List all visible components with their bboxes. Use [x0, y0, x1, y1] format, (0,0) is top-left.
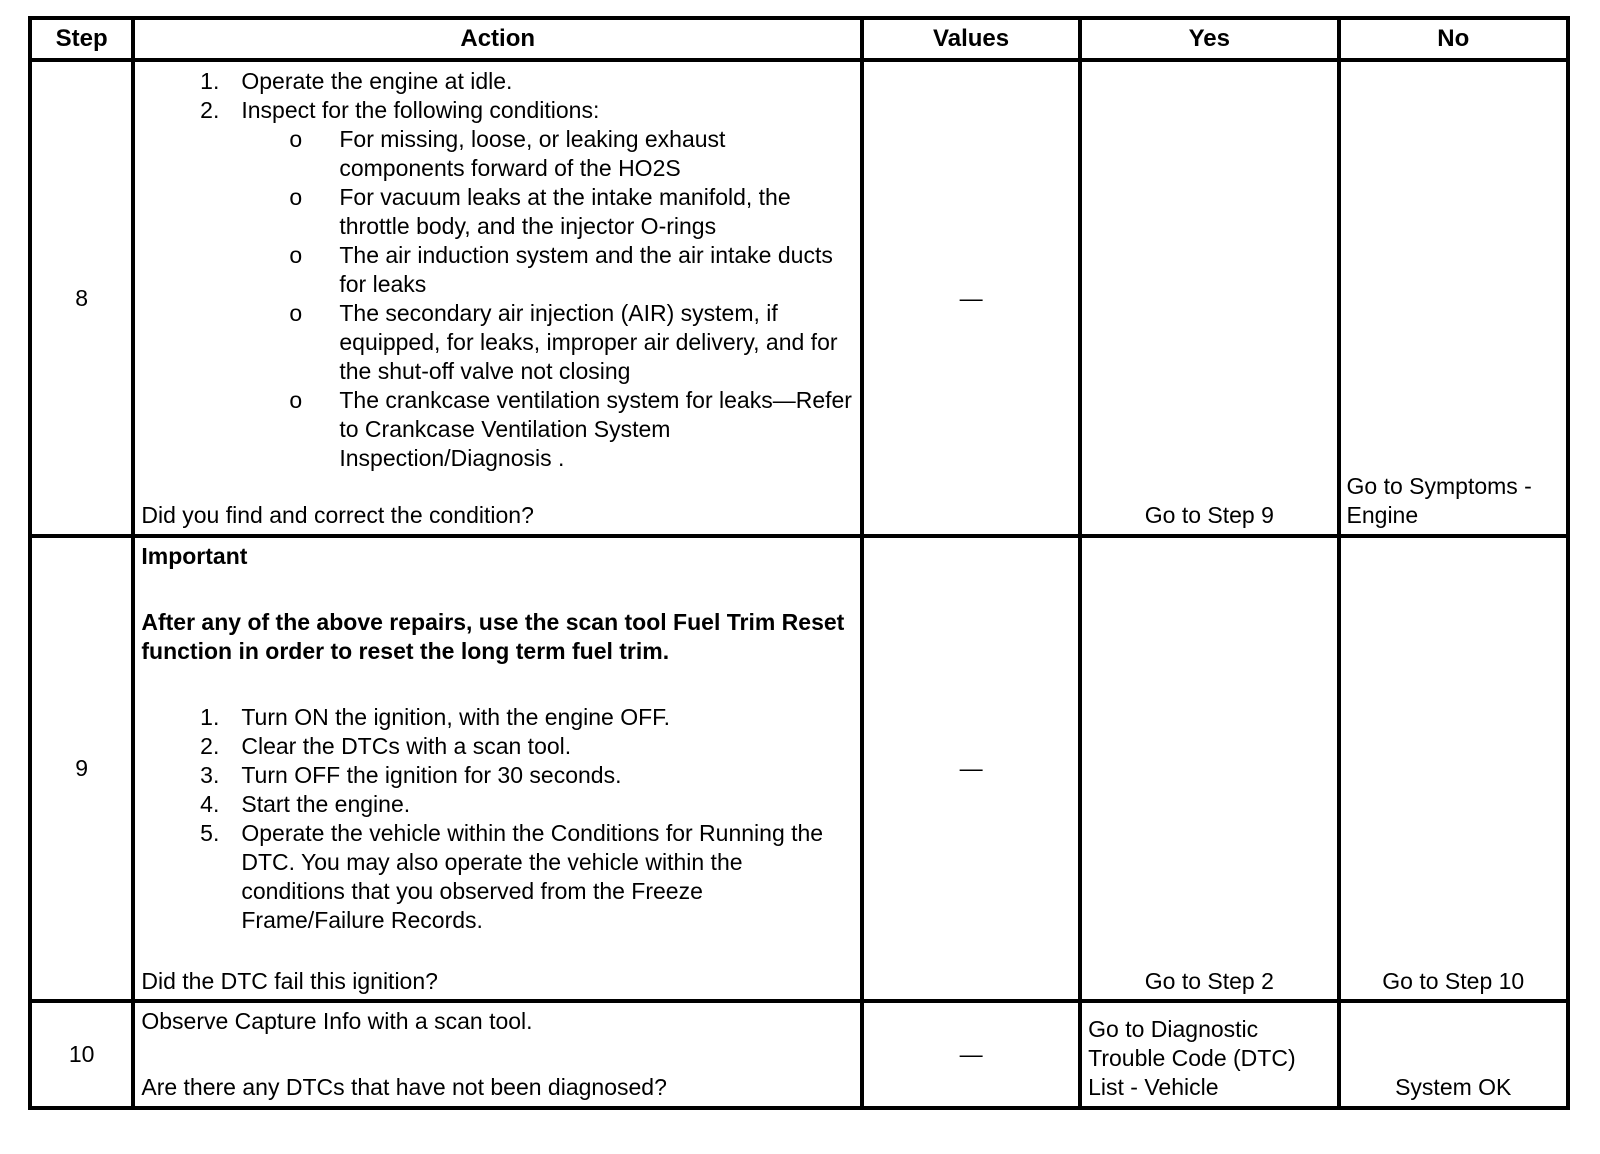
step-number: 8: [75, 285, 89, 311]
header-values: Values: [862, 18, 1080, 60]
value-dash: —: [959, 755, 983, 781]
table-row-step-9: [30, 536, 1568, 1001]
list-item: 1. Operate the engine at idle.: [200, 68, 513, 94]
value-dash: —: [959, 285, 983, 311]
list-item: o For missing, loose, or leaking exhaust components forward of the HO2S: [289, 126, 726, 181]
list-item: o The air induction system and the air intake ducts for leaks: [289, 242, 833, 297]
no-result: Go to Step 10: [1382, 968, 1525, 994]
table-row-step-10: [30, 1001, 1568, 1108]
action-cell: [133, 60, 862, 536]
diagnostic-table: [28, 16, 1570, 1110]
step-number: 10: [68, 1041, 95, 1067]
list-item: 4. Start the engine.: [200, 791, 411, 817]
values-cell: [862, 536, 1080, 1001]
yes-cell: [1080, 1001, 1338, 1108]
list-item: 1. Turn ON the ignition, with the engine OFF.: [200, 704, 671, 730]
header-yes: Yes: [1080, 18, 1338, 60]
action-text: Observe Capture Info with a scan tool.: [141, 1008, 533, 1034]
no-cell: [1339, 1001, 1568, 1108]
action-cell: [133, 1001, 862, 1108]
no-result: System OK: [1395, 1074, 1512, 1100]
table-row-step-8: [30, 60, 1568, 536]
action-cell: [133, 536, 862, 1001]
list-item: o For vacuum leaks at the intake manifold, the throttle body, and the injector O-rings: [289, 184, 791, 239]
values-cell: [862, 1001, 1080, 1108]
yes-cell: [1080, 536, 1338, 1001]
condition-list: [135, 125, 860, 473]
step-number: 9: [75, 755, 89, 781]
list-item: 2. Clear the DTCs with a scan tool.: [200, 733, 572, 759]
action-list: [135, 703, 860, 935]
action-question: Are there any DTCs that have not been diagnosed?: [141, 1074, 667, 1100]
list-item: 5. Operate the vehicle within the Conditions for Running the DTC. You may also operate the vehicle within the conditions that you observed from the Freeze Frame/Failure Records.: [200, 820, 824, 933]
yes-result: Go to Step 9: [1144, 502, 1274, 528]
action-question: Did the DTC fail this ignition?: [141, 968, 438, 994]
list-item: 2. Inspect for the following conditions:: [200, 97, 600, 123]
list-item: o The secondary air injection (AIR) system, if equipped, for leaks, improper air delivery, and for the shut-off valve not closing: [289, 300, 838, 384]
header-row: [30, 18, 1568, 60]
no-result: Go to Symptoms - Engine: [1346, 473, 1532, 528]
yes-result: Go to Step 2: [1144, 968, 1274, 994]
action-question: Did you find and correct the condition?: [141, 502, 534, 528]
values-cell: [862, 60, 1080, 536]
yes-result: Go to Diagnostic Trouble Code (DTC) List - Vehicle: [1088, 1016, 1296, 1100]
header-step: Step: [30, 18, 133, 60]
important-label: Important: [141, 543, 248, 569]
yes-cell: [1080, 60, 1338, 536]
important-note: After any of the above repairs, use the scan tool Fuel Trim Reset function in order to reset the long term fuel trim.: [141, 609, 845, 664]
list-item: o The crankcase ventilation system for leaks—Refer to Crankcase Ventilation System Inspection/Diagnosis .: [289, 387, 852, 471]
no-cell: [1339, 60, 1568, 536]
header-action: Action: [133, 18, 862, 60]
action-list: [135, 67, 860, 473]
header-no: No: [1339, 18, 1568, 60]
list-item: 3. Turn OFF the ignition for 30 seconds.: [200, 762, 622, 788]
no-cell: [1339, 536, 1568, 1001]
value-dash: —: [959, 1041, 983, 1067]
